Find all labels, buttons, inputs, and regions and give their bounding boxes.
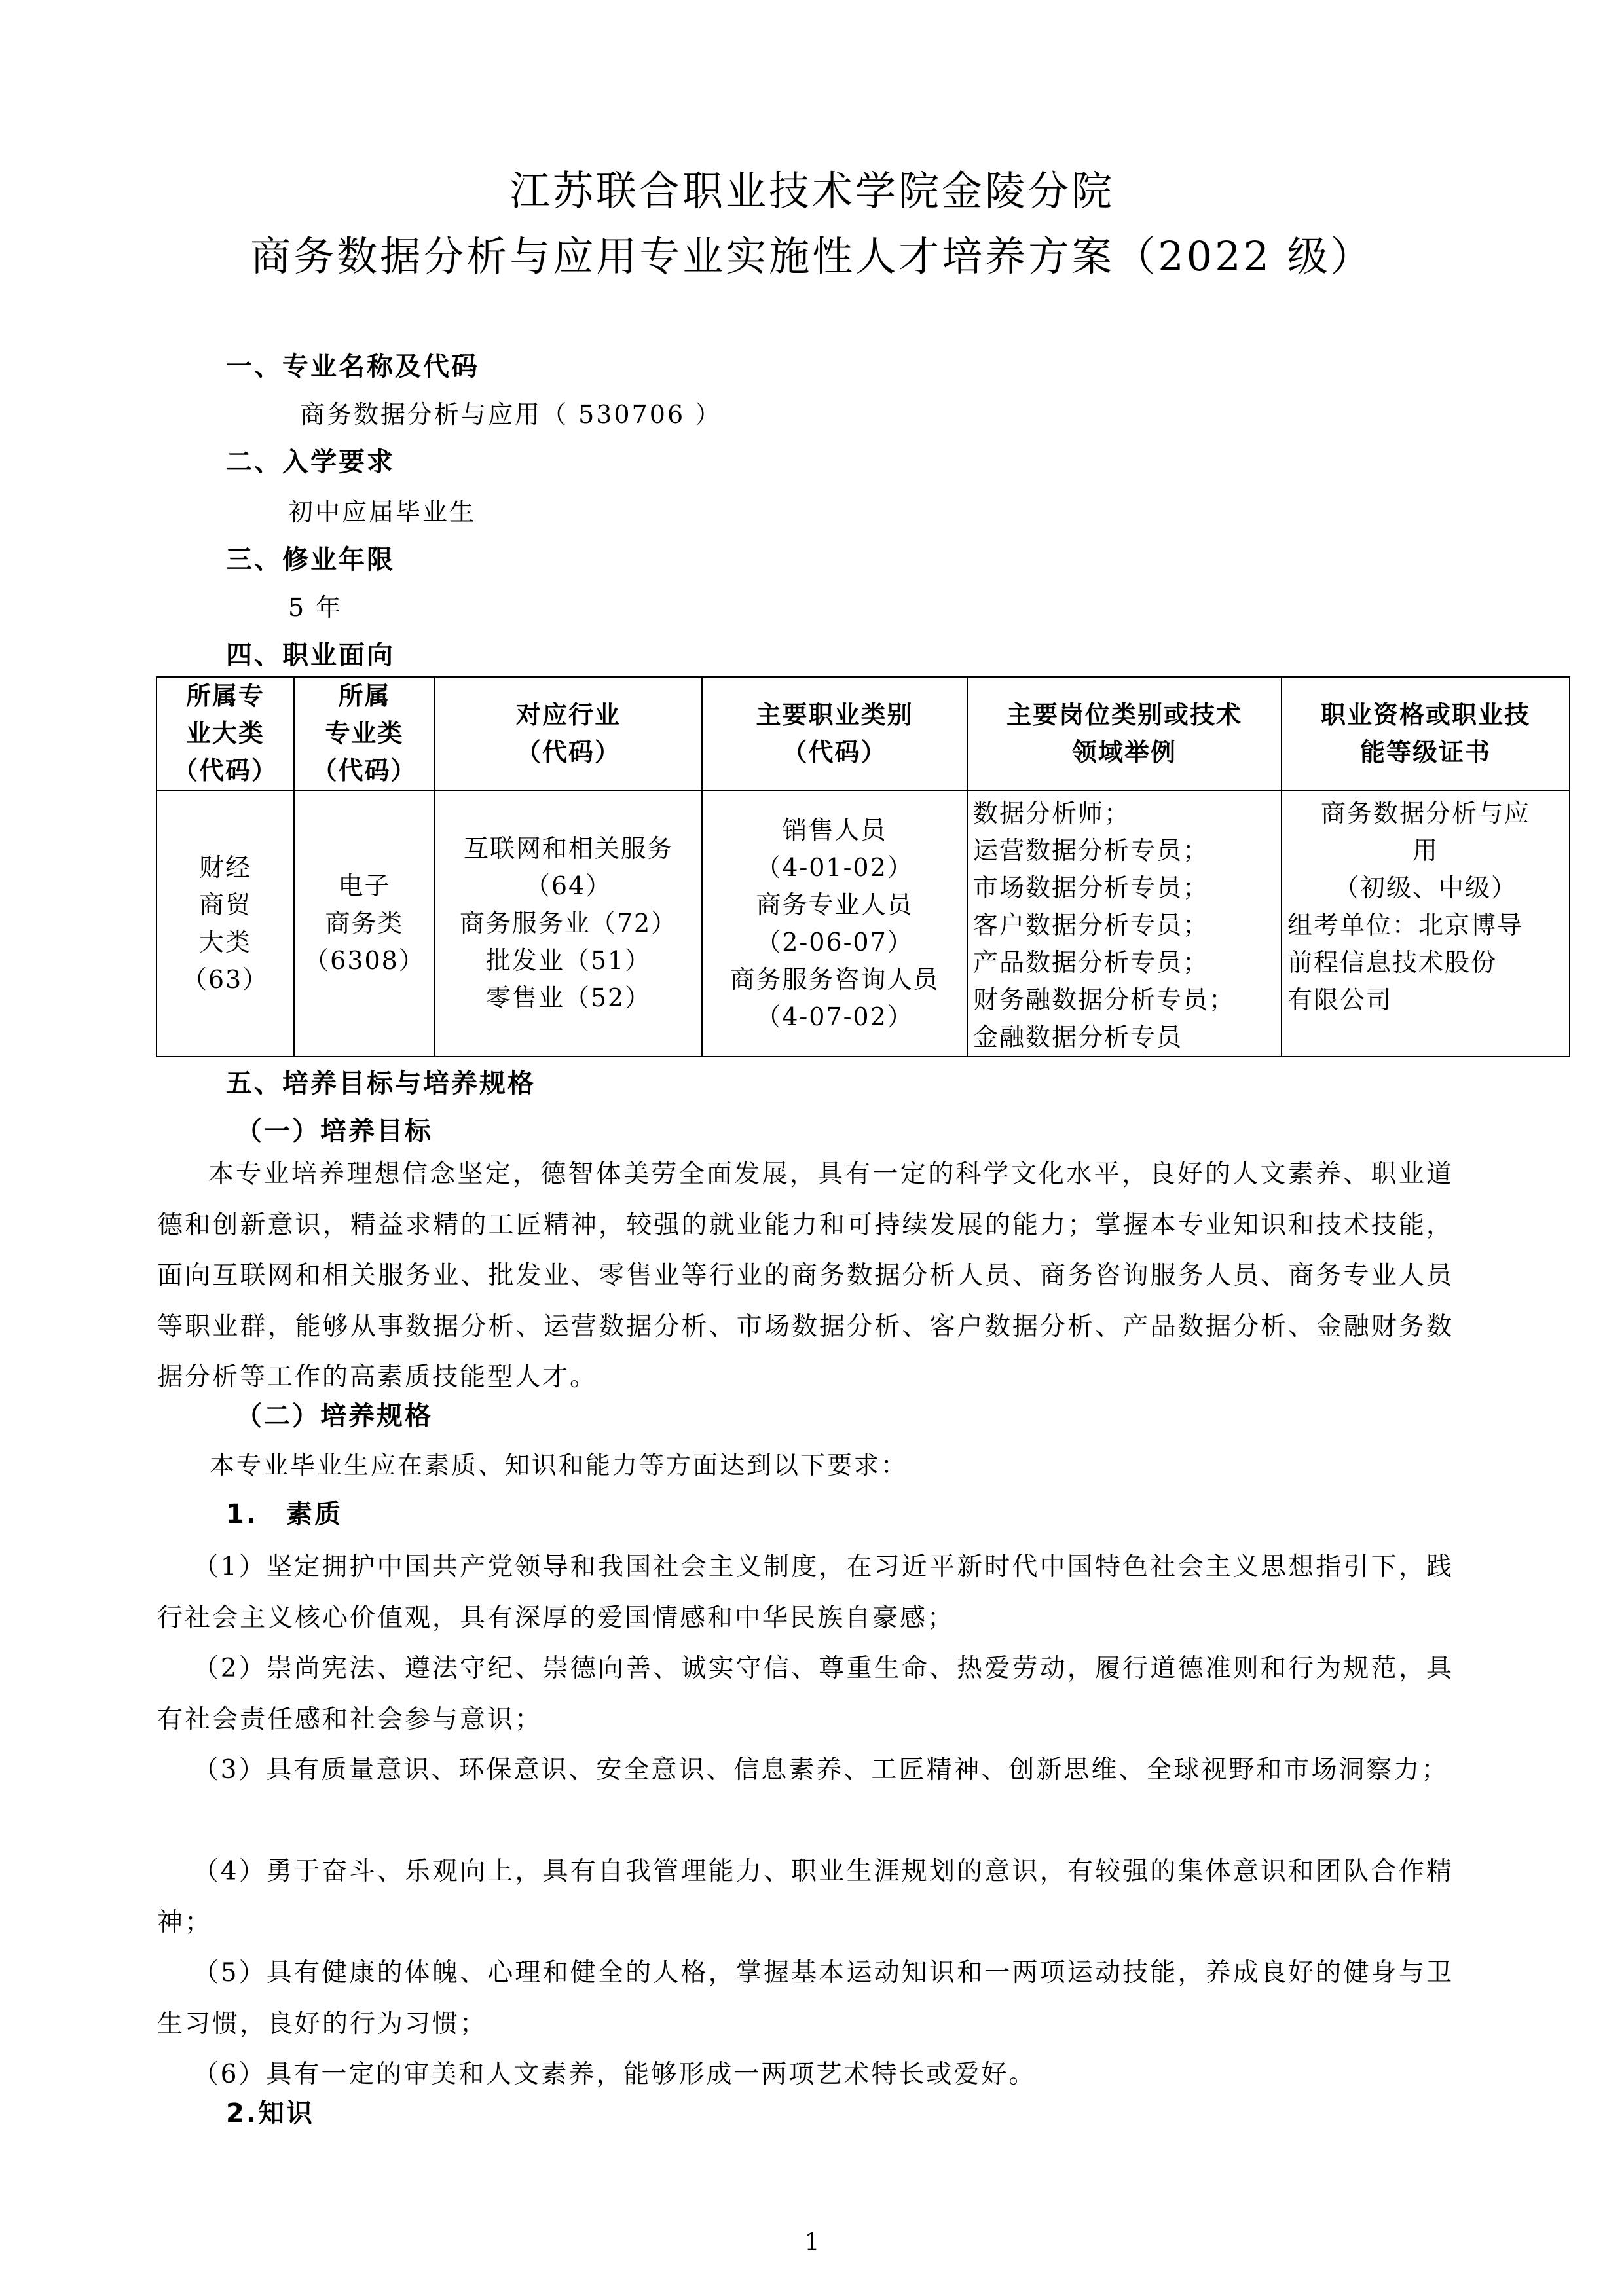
section-heading-major-name: 一、专业名称及代码	[226, 352, 479, 382]
knowledge-heading: 2.知识	[226, 2098, 315, 2128]
table-cell: 销售人员 （4-01-02） 商务专业人员 （2-06-07） 商务服务咨询人员 （4-07-02）	[702, 790, 967, 1057]
table-cell: 财经 商贸 大类 （63）	[157, 790, 294, 1057]
subsection-heading-specification: （二）培养规格	[236, 1401, 433, 1431]
major-name-code: 商务数据分析与应用（ 530706 ）	[300, 400, 722, 429]
training-goal-paragraph: 本专业培养理想信念坚定，德智体美劳全面发展，具有一定的科学文化水平，良好的人文素养、职业道德和创新意识，精益求精的工匠精神，较强的就业能力和可持续发展的能力；掌握本专业知识和技术技能，面向互联网和相关服务业、批发业、零售业等行业的商务数据分析人员、商务咨询服务人员、商务专业人员等职业群，能够从事数据分析、运营数据分析、市场数据分析、客户数据分析、产品数据分析、金融财务数据分析等工作的高素质技能型人才。	[157, 1159, 1454, 1392]
table-cell: 商务数据分析与应 用 （初级、中级） 组考单位：北京博导 前程信息技术股份 有限公司	[1282, 790, 1570, 1057]
document-title-school: 江苏联合职业技术学院金陵分院	[509, 167, 1115, 215]
quality-item-2: （2）崇尚宪法、遵法守纪、崇德向善、诚实守信、尊重生命、热爱劳动，履行道德准则和行为规范，具有社会责任感和社会参与意识；	[157, 1654, 1454, 1734]
table-header-row	[157, 677, 1570, 790]
table-header-cell: 主要岗位类别或技术 领域举例	[967, 677, 1282, 790]
table-row	[157, 790, 1570, 1057]
table-header-cell: 职业资格或职业技 能等级证书	[1282, 677, 1570, 790]
page-number: 1	[804, 2229, 820, 2256]
table-header-cell: 对应行业 （代码）	[435, 677, 702, 790]
quality-item-1: （1）坚定拥护中国共产党领导和我国社会主义制度，在习近平新时代中国特色社会主义思想指引下，践行社会主义核心价值观，具有深厚的爱国情感和中华民族自豪感；	[157, 1552, 1454, 1633]
document-title-program: 商务数据分析与应用专业实施性人才培养方案（2022 级）	[250, 232, 1374, 280]
table-header-cell: 主要职业类别 （代码）	[702, 677, 967, 790]
quality-item-6: （6）具有一定的审美和人文素养，能够形成一两项艺术特长或爱好。	[193, 2060, 1037, 2089]
section-heading-admission: 二、入学要求	[226, 447, 395, 477]
specification-intro: 本专业毕业生应在素质、知识和能力等方面达到以下要求：	[210, 1451, 908, 1480]
table-cell: 电子 商务类 （6308）	[294, 790, 435, 1057]
quality-item-5: （5）具有健康的体魄、心理和健全的人格，掌握基本运动知识和一两项运动技能，养成良好的健身与卫生习惯，良好的行为习惯；	[157, 1958, 1454, 2039]
admission-requirement: 初中应届毕业生	[288, 498, 477, 526]
table-cell: 数据分析师； 运营数据分析专员； 市场数据分析专员； 客户数据分析专员； 产品数据分析专员； 财务融数据分析专员； 金融数据分析专员	[967, 790, 1282, 1057]
subsection-heading-goal: （一）培养目标	[236, 1116, 433, 1146]
section-heading-duration: 三、修业年限	[226, 545, 395, 575]
career-orientation-table	[156, 676, 1570, 1057]
quality-heading: 1. 素质	[226, 1499, 343, 1529]
section-heading-career: 四、职业面向	[226, 640, 395, 670]
quality-item-4: （4）勇于奋斗、乐观向上，具有自我管理能力、职业生涯规划的意识，有较强的集体意识和团队合作精神；	[157, 1857, 1454, 1937]
section-heading-objectives: 五、培养目标与培养规格	[226, 1068, 536, 1099]
study-duration: 5 年	[288, 593, 343, 622]
table-cell: 互联网和相关服务 （64） 商务服务业（72） 批发业（51） 零售业（52）	[435, 790, 702, 1057]
table-header-cell: 所属专 业大类 （代码）	[157, 677, 294, 790]
quality-item-3: （3）具有质量意识、环保意识、安全意识、信息素养、工匠精神、创新思维、全球视野和市场洞察力；	[193, 1755, 1449, 1785]
table-header-cell: 所属 专业类 （代码）	[294, 677, 435, 790]
